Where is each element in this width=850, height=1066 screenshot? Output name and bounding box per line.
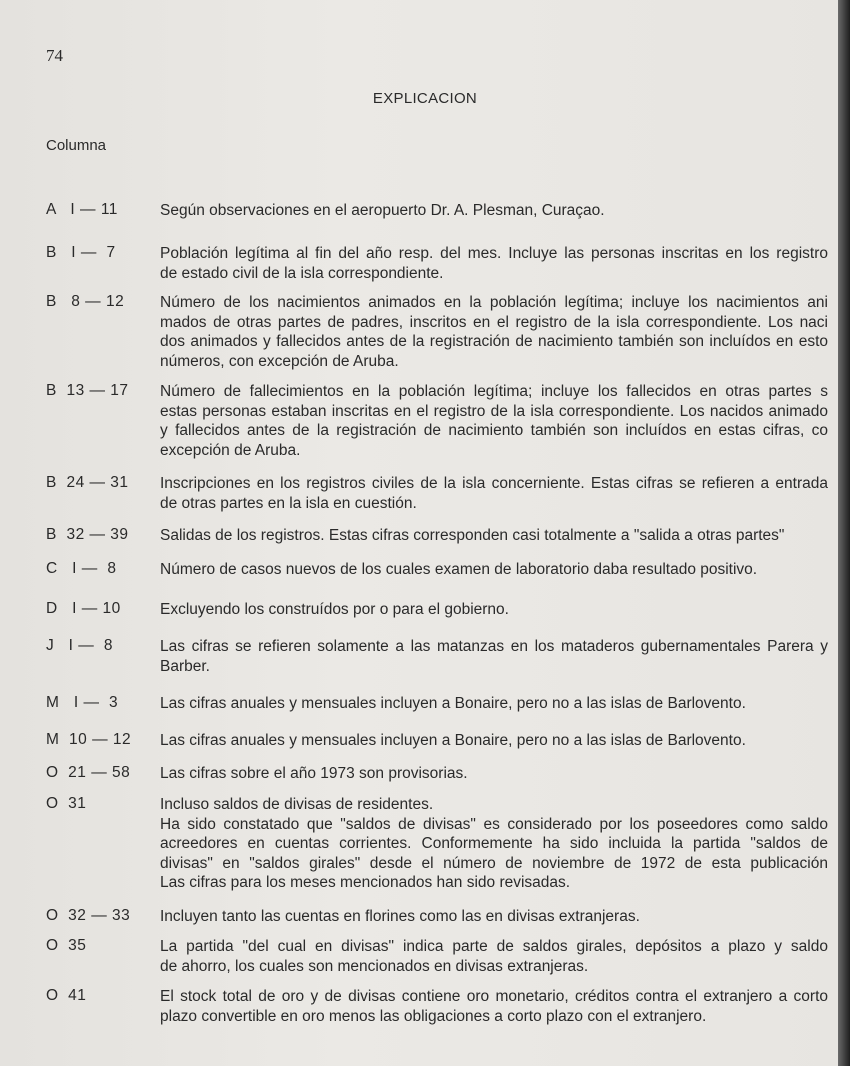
explanation-text bbox=[160, 637, 828, 676]
text-line: Ha sido constatado que "saldos de divisas" es considerado por los poseedores como saldo bbox=[160, 815, 828, 833]
text-line: Salidas de los registros. Estas cifras corresponden casi totalmente a "salida a otras partes" bbox=[160, 527, 785, 544]
explanation-text bbox=[160, 201, 828, 221]
column-code: B 13 — 17 bbox=[46, 382, 129, 399]
text-line: de estado civil de la isla correspondiente. bbox=[160, 264, 444, 282]
text-line: mados de otras partes de padres, inscritos en el registro de la isla correspondiente. Los naci bbox=[160, 313, 828, 331]
text-line: Número de los nacimientos animados en la población legítima; incluye los nacimientos ani bbox=[160, 294, 828, 311]
column-code: B I — 7 bbox=[46, 244, 116, 261]
column-code: A I — 11 bbox=[46, 201, 118, 218]
text-line: Incluyen tanto las cuentas en florines como las en divisas extranjeras. bbox=[160, 908, 640, 925]
explanation-text bbox=[160, 937, 828, 976]
text-line: plazo convertible en oro menos las obligaciones a corto plazo con el extranjero. bbox=[160, 1007, 707, 1025]
text-line: Las cifras anuales y mensuales incluyen a Bonaire, pero no a las islas de Barlovento. bbox=[160, 732, 746, 749]
text-line: dos animados y fallecidos antes de la registración de nacimiento también son incluídos en esto bbox=[160, 333, 828, 350]
text-line: Excluyendo los construídos por o para el gobierno. bbox=[160, 601, 509, 618]
column-code: O 21 — 58 bbox=[46, 764, 131, 781]
text-line: El stock total de oro y de divisas contiene oro monetario, créditos contra el extranjero a corto bbox=[160, 988, 828, 1005]
explanation-text bbox=[160, 293, 828, 371]
page-number: 74 bbox=[46, 46, 63, 65]
page-edge-shadow bbox=[838, 0, 850, 1066]
explanation-text bbox=[160, 694, 828, 714]
text-line: excepción de Aruba. bbox=[160, 441, 301, 459]
column-code: B 32 — 39 bbox=[46, 526, 129, 543]
column-code: D I — 10 bbox=[46, 600, 121, 617]
explanation-text bbox=[160, 526, 828, 546]
text-line: Número de fallecimientos en la población legítima; incluye los fallecidos en otras partes s bbox=[160, 383, 828, 400]
explanation-text bbox=[160, 764, 828, 784]
text-line: Inscripciones en los registros civiles de la isla concerniente. Estas cifras se refieren a entrada bbox=[160, 475, 828, 492]
column-code: O 41 bbox=[46, 987, 87, 1004]
text-line: Según observaciones en el aeropuerto Dr. A. Plesman, Curaçao. bbox=[160, 202, 605, 219]
explanation-text bbox=[160, 907, 828, 927]
explanation-text bbox=[160, 244, 828, 283]
text-line: Las cifras anuales y mensuales incluyen a Bonaire, pero no a las islas de Barlovento. bbox=[160, 695, 746, 712]
column-code: B 24 — 31 bbox=[46, 474, 129, 491]
explanation-text bbox=[160, 382, 828, 460]
text-line: Incluso saldos de divisas de residentes. bbox=[160, 796, 434, 813]
explanation-text bbox=[160, 600, 828, 620]
column-code: C I — 8 bbox=[46, 560, 117, 577]
text-line: La partida "del cual en divisas" indica parte de saldos girales, depósitos a plazo y saldo bbox=[160, 938, 828, 955]
column-code: O 35 bbox=[46, 937, 87, 954]
column-code: J I — 8 bbox=[46, 637, 114, 654]
text-line: Las cifras para los meses mencionados han sido revisadas. bbox=[160, 874, 571, 891]
text-line: y fallecidos antes de la registración de nacimiento también son incluídos en estas cifras, co bbox=[160, 422, 828, 439]
text-line: Número de casos nuevos de los cuales examen de laboratorio daba resultado positivo. bbox=[160, 561, 758, 578]
text-line: acreedores en cuentas corrientes. Conformemente ha sido incluida la partida "saldos de bbox=[160, 835, 828, 852]
explanation-text bbox=[160, 731, 828, 751]
text-line: de otras partes en la isla en cuestión. bbox=[160, 494, 417, 512]
column-code: O 31 bbox=[46, 795, 87, 812]
text-line: de ahorro, los cuales son mencionados en divisas extranjeras. bbox=[160, 957, 589, 975]
column-code: M 10 — 12 bbox=[46, 731, 132, 748]
text-line: Población legítima al fin del año resp. del mes. Incluye las personas inscritas en los registro bbox=[160, 245, 828, 262]
text-line: Las cifras se refieren solamente a las matanzas en los mataderos gubernamentales Parera y bbox=[160, 638, 828, 655]
text-line: Las cifras sobre el año 1973 son provisorias. bbox=[160, 765, 468, 782]
explanation-text bbox=[160, 795, 828, 893]
explanation-text bbox=[160, 560, 828, 580]
text-line: Barber. bbox=[160, 657, 210, 675]
text-line: estas personas estaban inscritas en el registro de la isla correspondiente. Los nacidos animado bbox=[160, 402, 828, 420]
explanation-text bbox=[160, 987, 828, 1026]
explanation-text bbox=[160, 474, 828, 513]
column-heading: Columna bbox=[46, 137, 107, 154]
column-code: M I — 3 bbox=[46, 694, 119, 711]
column-code: B 8 — 12 bbox=[46, 293, 125, 310]
text-line: divisas" en "saldos girales" desde el número de noviembre de 1972 de esta publicación bbox=[160, 854, 828, 872]
page-title: EXPLICACION bbox=[372, 90, 478, 107]
column-code: O 32 — 33 bbox=[46, 907, 131, 924]
text-line: números, con excepción de Aruba. bbox=[160, 352, 399, 370]
